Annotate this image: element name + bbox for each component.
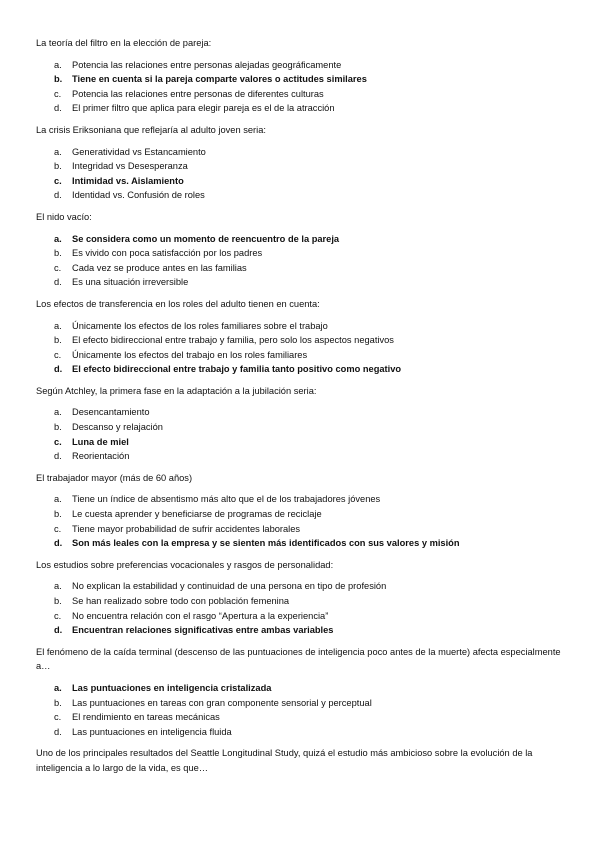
option-text: Intimidad vs. Aislamiento [72, 175, 184, 186]
answer-option [36, 594, 570, 609]
option-text: Tiene mayor probabilidad de sufrir accidentes laborales [72, 523, 301, 534]
option-letter: c. [54, 436, 62, 447]
option-letter: b. [54, 248, 62, 259]
answer-option-correct [36, 536, 570, 551]
option-letter: d. [54, 625, 63, 636]
answer-option [36, 101, 570, 116]
option-letter: b. [54, 422, 62, 433]
option-text: Se han realizado sobre todo con población femenina [72, 596, 290, 606]
answer-option [36, 333, 570, 348]
option-letter: a. [54, 320, 62, 331]
option-letter: a. [54, 59, 62, 70]
option-letter: d. [54, 451, 62, 462]
answer-options [36, 232, 570, 290]
answer-option [36, 725, 570, 740]
answer-option-correct [36, 174, 570, 189]
answer-options [36, 492, 570, 550]
question-text: El fenómeno de la caída terminal (descenso de las puntuaciones de inteligencia poco antes de la muerte) afecta especialmente a… [36, 646, 561, 672]
option-letter: b. [54, 596, 62, 606]
option-letter: c. [54, 523, 62, 534]
option-letter: c. [54, 712, 62, 723]
option-letter: b. [54, 335, 62, 346]
option-letter: c. [54, 88, 62, 99]
option-text: Integridad vs Desesperanza [72, 161, 188, 172]
question-text: La teoría del filtro en la elección de pareja: [36, 38, 212, 48]
question-list [36, 36, 570, 776]
answer-option [36, 275, 570, 290]
question-text: Uno de los principales resultados del Seattle Longitudinal Study, quizá el estudio más ambicioso sobre la evolución de la inteligencia a lo largo de la vida, es que… [36, 748, 533, 773]
option-letter: d. [54, 538, 63, 549]
option-text: Las puntuaciones en tareas con gran componente sensorial y perceptual [72, 697, 372, 708]
answer-options [36, 681, 570, 739]
option-letter: d. [54, 277, 62, 288]
answer-option [36, 348, 570, 363]
option-letter: d. [54, 103, 62, 114]
answer-option [36, 319, 570, 334]
option-letter: d. [54, 190, 62, 201]
question-text: Los estudios sobre preferencias vocacionales y rasgos de personalidad: [36, 559, 334, 570]
option-letter: c. [54, 262, 62, 273]
answer-option [36, 449, 570, 464]
answer-option [36, 579, 570, 594]
question-text: Según Atchley, la primera fase en la adaptación a la jubilación seria: [36, 385, 317, 396]
option-text: Desencantamiento [72, 407, 150, 418]
option-text: Luna de miel [72, 436, 129, 447]
answer-option [36, 696, 570, 711]
option-letter: d. [54, 364, 63, 375]
option-text: Potencia las relaciones entre personas de diferentes culturas [72, 88, 324, 99]
option-text: Potencia las relaciones entre personas alejadas geográficamente [72, 59, 342, 70]
option-text: Son más leales con la empresa y se sienten más identificados con sus valores y misión [72, 538, 460, 549]
option-text: Encuentran relaciones significativas entre ambas variables [72, 625, 334, 636]
option-text: El efecto bidireccional entre trabajo y familia tanto positivo como negativo [72, 364, 402, 375]
option-text: Identidad vs. Confusión de roles [72, 190, 205, 201]
option-letter: a. [54, 494, 62, 505]
answer-option [36, 492, 570, 507]
option-letter: a. [54, 682, 62, 693]
option-text: Es una situación irreversible [72, 277, 189, 288]
option-text: Descanso y relajación [72, 422, 163, 433]
option-letter: b. [54, 509, 62, 520]
answer-option [36, 246, 570, 261]
option-text: El efecto bidireccional entre trabajo y familia, pero solo los aspectos negativos [72, 335, 394, 346]
question-text: El nido vacío: [36, 211, 92, 222]
answer-option [36, 405, 570, 420]
answer-option [36, 522, 570, 537]
answer-option [36, 710, 570, 725]
option-text: Generatividad vs Estancamiento [72, 146, 206, 157]
option-text: Le cuesta aprender y beneficiarse de programas de reciclaje [72, 509, 322, 520]
question-text: La crisis Eriksoniana que reflejaría al adulto joven seria: [36, 124, 266, 135]
option-letter: a. [54, 581, 62, 592]
option-text: Únicamente los efectos del trabajo en los roles familiares [72, 349, 308, 360]
option-letter: a. [54, 407, 62, 418]
answer-options [36, 145, 570, 203]
answer-options [36, 58, 570, 116]
option-text: Tiene en cuenta si la pareja comparte valores o actitudes similares [72, 74, 367, 85]
option-text: Se considera como un momento de reencuentro de la pareja [72, 233, 340, 244]
answer-option [36, 159, 570, 174]
answer-option-correct [36, 435, 570, 450]
answer-option [36, 145, 570, 160]
answer-option [36, 188, 570, 203]
answer-option [36, 609, 570, 624]
answer-option-correct [36, 681, 570, 696]
answer-option [36, 420, 570, 435]
option-letter: c. [54, 349, 62, 360]
answer-option [36, 261, 570, 276]
option-text: Únicamente los efectos de los roles familiares sobre el trabajo [72, 320, 328, 331]
option-text: Cada vez se produce antes en las familias [72, 262, 247, 273]
question-text: El trabajador mayor (más de 60 años) [36, 472, 193, 483]
option-text: Reorientación [72, 451, 130, 462]
answer-option [36, 58, 570, 73]
option-letter: b. [54, 697, 62, 708]
answer-option-correct [36, 72, 570, 87]
answer-options [36, 319, 570, 377]
option-text: Las puntuaciones en inteligencia fluida [72, 726, 232, 737]
option-letter: c. [54, 175, 62, 186]
option-letter: c. [54, 610, 62, 621]
answer-option-correct [36, 232, 570, 247]
option-text: Las puntuaciones en inteligencia cristalizada [72, 682, 272, 693]
question-text: Los efectos de transferencia en los roles del adulto tienen en cuenta: [36, 298, 320, 309]
option-letter: a. [54, 146, 62, 157]
answer-options [36, 405, 570, 463]
answer-options [36, 579, 570, 637]
option-letter: b. [54, 161, 62, 172]
option-text: El primer filtro que aplica para elegir pareja es el de la atracción [72, 103, 335, 114]
option-letter: d. [54, 726, 62, 737]
answer-option-correct [36, 362, 570, 377]
answer-option [36, 507, 570, 522]
option-letter: a. [54, 233, 62, 244]
option-text: No encuentra relación con el rasgo “Apertura a la experiencia” [72, 610, 329, 621]
option-text: El rendimiento en tareas mecánicas [72, 712, 220, 723]
answer-option-correct [36, 623, 570, 638]
answer-option [36, 87, 570, 102]
option-text: No explican la estabilidad y continuidad de una persona en tipo de profesión [72, 581, 387, 592]
option-text: Es vivido con poca satisfacción por los padres [72, 248, 263, 259]
option-letter: b. [54, 74, 63, 85]
option-text: Tiene un índice de absentismo más alto que el de los trabajadores jóvenes [72, 494, 381, 505]
